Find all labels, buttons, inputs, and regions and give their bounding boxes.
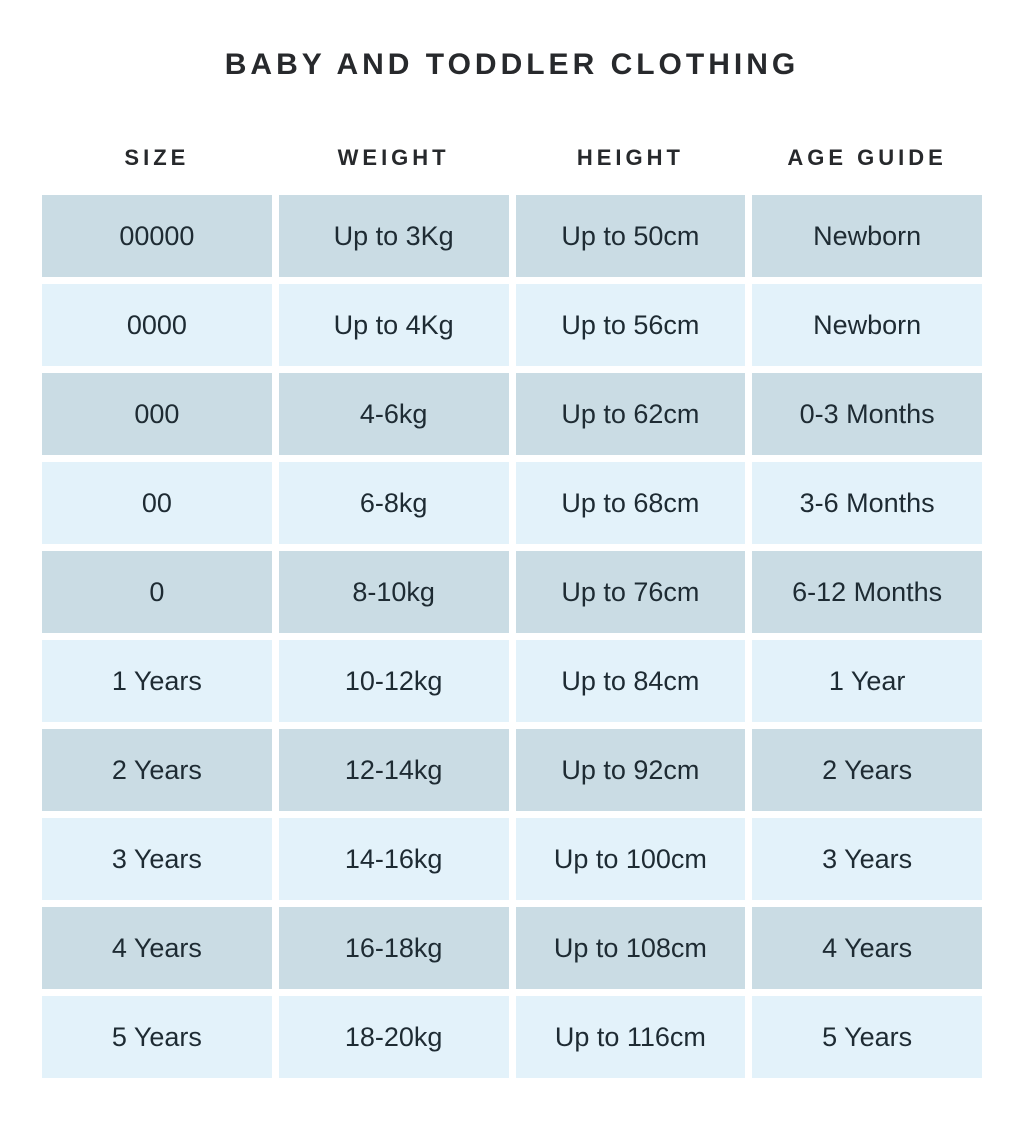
cell-age: Newborn	[752, 195, 982, 277]
cell-height: Up to 92cm	[516, 729, 746, 811]
cell-size: 4 Years	[42, 907, 272, 989]
cell-height: Up to 56cm	[516, 284, 746, 366]
cell-size: 0000	[42, 284, 272, 366]
cell-height: Up to 116cm	[516, 996, 746, 1078]
table-row	[42, 373, 982, 455]
cell-weight: 14-16kg	[279, 818, 509, 900]
cell-size: 5 Years	[42, 996, 272, 1078]
cell-weight: 12-14kg	[279, 729, 509, 811]
table-body	[42, 195, 982, 1078]
cell-size: 00	[42, 462, 272, 544]
cell-size: 1 Years	[42, 640, 272, 722]
cell-height: Up to 76cm	[516, 551, 746, 633]
column-header-age-guide: AGE GUIDE	[787, 145, 947, 170]
cell-size: 0	[42, 551, 272, 633]
page-title: BABY AND TODDLER CLOTHING	[224, 48, 800, 81]
cell-age: 4 Years	[752, 907, 982, 989]
cell-weight: 10-12kg	[279, 640, 509, 722]
table-row	[42, 996, 982, 1078]
table-row	[42, 818, 982, 900]
table-header-row	[42, 145, 982, 171]
column-header-size: SIZE	[124, 145, 190, 170]
table-row	[42, 195, 982, 277]
cell-height: Up to 68cm	[516, 462, 746, 544]
table-row	[42, 284, 982, 366]
column-header-weight: WEIGHT	[337, 145, 450, 170]
table-row	[42, 729, 982, 811]
cell-age: 3-6 Months	[752, 462, 982, 544]
cell-size: 00000	[42, 195, 272, 277]
cell-height: Up to 100cm	[516, 818, 746, 900]
cell-weight: Up to 3Kg	[279, 195, 509, 277]
cell-age: 5 Years	[752, 996, 982, 1078]
cell-height: Up to 108cm	[516, 907, 746, 989]
cell-weight: 16-18kg	[279, 907, 509, 989]
table-row	[42, 462, 982, 544]
cell-age: 2 Years	[752, 729, 982, 811]
cell-height: Up to 62cm	[516, 373, 746, 455]
size-table	[42, 145, 982, 1078]
cell-weight: 18-20kg	[279, 996, 509, 1078]
table-row	[42, 907, 982, 989]
cell-age: 3 Years	[752, 818, 982, 900]
cell-age: 6-12 Months	[752, 551, 982, 633]
cell-height: Up to 84cm	[516, 640, 746, 722]
cell-height: Up to 50cm	[516, 195, 746, 277]
table-row	[42, 551, 982, 633]
cell-weight: 8-10kg	[279, 551, 509, 633]
cell-weight: Up to 4Kg	[279, 284, 509, 366]
cell-size: 3 Years	[42, 818, 272, 900]
cell-weight: 4-6kg	[279, 373, 509, 455]
cell-age: 1 Year	[752, 640, 982, 722]
table-row	[42, 640, 982, 722]
cell-age: Newborn	[752, 284, 982, 366]
cell-size: 2 Years	[42, 729, 272, 811]
column-header-height: HEIGHT	[576, 145, 684, 170]
cell-weight: 6-8kg	[279, 462, 509, 544]
cell-age: 0-3 Months	[752, 373, 982, 455]
cell-size: 000	[42, 373, 272, 455]
